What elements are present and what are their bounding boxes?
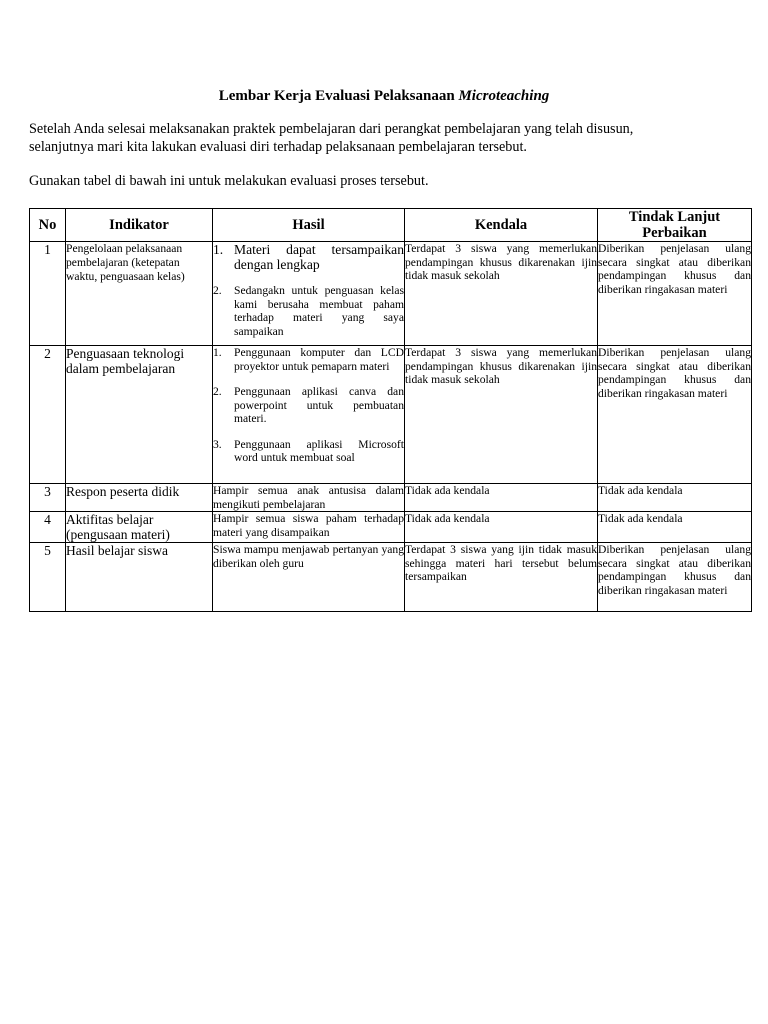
hasil-cell — [213, 242, 405, 346]
row-number: 5 — [30, 543, 66, 612]
tindak-lanjut-cell: Tidak ada kendala — [598, 484, 752, 512]
list-item: 2. Sedangakn untuk penguasan kelas kami berusaha membuat paham terhadap materi yang saya sampaikan — [213, 284, 404, 338]
intro-paragraph: Setelah Anda selesai melaksanakan praktek pembelajaran dari perangkat pembelajaran yang telah disusun, selanjutnya mari kita lakukan evaluasi diri terhadap pelaksanaan pembelajaran tersebut. — [29, 121, 634, 155]
hasil-cell: Siswa mampu menjawab pertanyan yang diberikan oleh guru — [213, 543, 405, 612]
instruction-paragraph: Gunakan tabel di bawah ini untuk melakukan evaluasi proses tersebut. — [29, 173, 429, 189]
header-no: No — [30, 209, 66, 242]
title-text: Lembar Kerja Evaluasi Pelaksanaan — [218, 88, 459, 104]
kendala-cell: Tidak ada kendala — [405, 484, 598, 512]
indikator-cell: Respon peserta didik — [66, 484, 213, 512]
row-number: 1 — [30, 242, 66, 346]
hasil-list — [213, 242, 404, 338]
hasil-list — [213, 346, 404, 465]
table-header-row — [30, 209, 752, 242]
list-item: 1. Materi dapat tersampaikan dengan lengkap — [213, 242, 404, 272]
table-row — [30, 512, 752, 543]
table-row — [30, 346, 752, 484]
tindak-lanjut-cell: Tidak ada kendala — [598, 512, 752, 543]
row-number: 2 — [30, 346, 66, 484]
indikator-cell: Hasil belajar siswa — [66, 543, 213, 612]
indikator-cell: Penguasaan teknologi dalam pembelajaran — [66, 346, 213, 484]
indikator-cell: Pengelolaan pelaksanaan pembelajaran (ketepatan waktu, penguasaan kelas) — [66, 242, 213, 346]
table-row — [30, 543, 752, 612]
list-item: 3. Penggunaan aplikasi Microsoft word untuk membuat soal — [213, 437, 404, 464]
title-italic: Microteaching — [458, 88, 550, 104]
table-row — [30, 242, 752, 346]
hasil-cell: Hampir semua anak antusisa dalam mengikuti pembelajaran — [213, 484, 404, 511]
hasil-cell: Hampir semua siswa paham terhadap materi yang disampaikan — [213, 512, 405, 543]
kendala-cell: Terdapat 3 siswa yang ijin tidak masuk sehingga materi hari tersebut belum tersampaikan — [405, 543, 598, 612]
header-tindak-lanjut: Tindak Lanjut Perbaikan — [598, 209, 752, 242]
header-kendala: Kendala — [405, 209, 598, 242]
indikator-cell: Aktifitas belajar (pengusaan materi) — [66, 512, 213, 543]
list-item: 1. Penggunaan komputer dan LCD proyektor untuk pemaparn materi — [213, 346, 404, 373]
evaluation-table — [29, 208, 752, 612]
table-row — [30, 484, 752, 512]
hasil-cell — [213, 346, 405, 484]
tindak-lanjut-cell: Diberikan penjelasan ulang secara singkat atau diberikan pendampingan khusus dan diberikan ringakasan materi — [598, 242, 752, 346]
kendala-cell: Tidak ada kendala — [405, 512, 598, 543]
kendala-cell: Terdapat 3 siswa yang memerlukan pendampingan khusus dikarenakan ijin tidak masuk sekolah — [405, 346, 598, 484]
tindak-lanjut-cell: Diberikan penjelasan ulang secara singkat atau diberikan pendampingan khusus dan diberikan ringakasan materi — [598, 543, 752, 612]
row-number: 4 — [30, 512, 66, 543]
row-number: 3 — [30, 484, 66, 512]
list-item: 2. Penggunaan aplikasi canva dan powerpoint untuk pembuatan materi. — [213, 385, 404, 425]
tindak-lanjut-cell: Diberikan penjelasan ulang secara singkat atau diberikan pendampingan khusus dan diberikan ringakasan materi — [598, 346, 752, 484]
document-title — [0, 88, 768, 105]
header-hasil: Hasil — [213, 209, 405, 242]
header-indikator: Indikator — [66, 209, 213, 242]
kendala-cell: Terdapat 3 siswa yang memerlukan pendampingan khusus dikarenakan ijin tidak masuk sekolah — [405, 242, 598, 346]
